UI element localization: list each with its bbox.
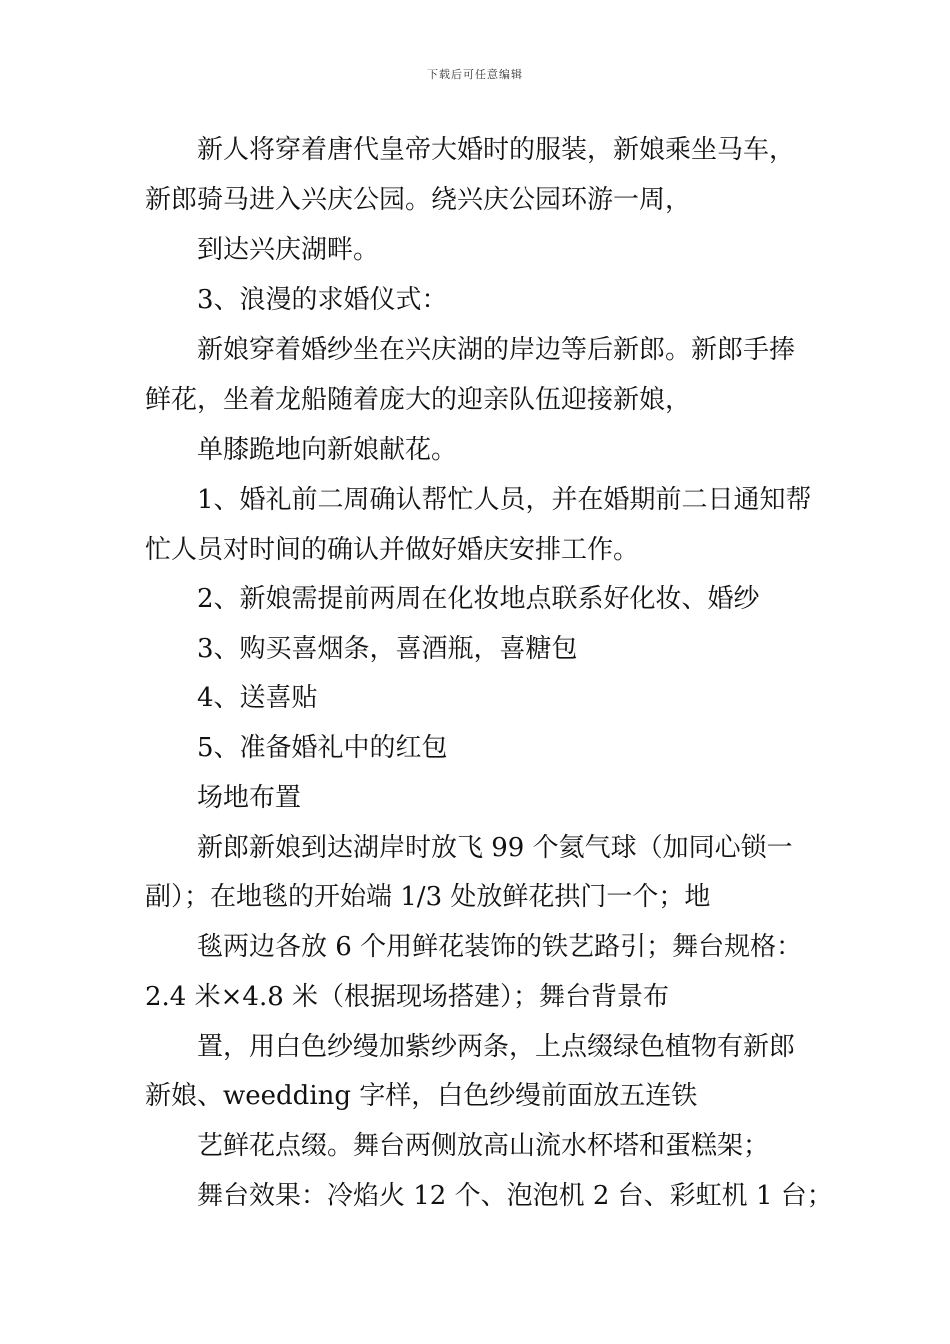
- list-item: 5、准备婚礼中的红包: [197, 733, 448, 763]
- section-heading: 3、浪漫的求婚仪式：: [197, 285, 448, 315]
- list-item: 4、送喜贴: [197, 683, 318, 713]
- paragraph-line: 新郎骑马进入兴庆公园。绕兴庆公园环游一周，: [145, 185, 692, 215]
- paragraph-line: 2.4 米×4.8 米（根据现场搭建）；舞台背景布: [145, 982, 670, 1012]
- paragraph-line: 鲜花，坐着龙船随着庞大的迎亲队伍迎接新娘，: [145, 385, 692, 415]
- paragraph-line: 新郎新娘到达湖岸时放飞 99 个氦气球（加同心锁一: [197, 833, 793, 863]
- paragraph-line: 新人将穿着唐代皇帝大婚时的服装，新娘乘坐马车，: [197, 135, 796, 165]
- paragraph-line: 单膝跪地向新娘献花。: [197, 435, 458, 465]
- paragraph-line: 新娘穿着婚纱坐在兴庆湖的岸边等后新郎。新郎手捧: [197, 335, 796, 365]
- section-heading: 场地布置: [197, 783, 302, 813]
- page-header: 下载后可任意编辑: [427, 68, 523, 81]
- paragraph-line: 新娘、weedding 字样，白色纱缦前面放五连铁: [145, 1081, 698, 1111]
- paragraph-line: 置，用白色纱缦加紫纱两条，上点缀绿色植物有新郎: [197, 1032, 796, 1062]
- list-item: 1、婚礼前二周确认帮忙人员，并在婚期前二日通知帮: [197, 485, 812, 515]
- paragraph-line: 毯两边各放 6 个用鲜花装饰的铁艺路引；舞台规格：: [197, 932, 803, 962]
- list-item-continuation: 忙人员对时间的确认并做好婚庆安排工作。: [145, 535, 640, 565]
- paragraph-line: 到达兴庆湖畔。: [197, 235, 380, 265]
- list-item: 3、购买喜烟条，喜酒瓶，喜糖包: [197, 634, 578, 664]
- paragraph-line: 副）；在地毯的开始端 1/3 处放鲜花拱门一个；地: [145, 882, 711, 912]
- list-item: 2、新娘需提前两周在化妆地点联系好化妆、婚纱: [197, 584, 760, 614]
- paragraph-line: 艺鲜花点缀。舞台两侧放高山流水杯塔和蛋糕架；: [197, 1131, 770, 1161]
- paragraph-line: 舞台效果：冷焰火 12 个、泡泡机 2 台、彩虹机 1 台；: [197, 1181, 833, 1211]
